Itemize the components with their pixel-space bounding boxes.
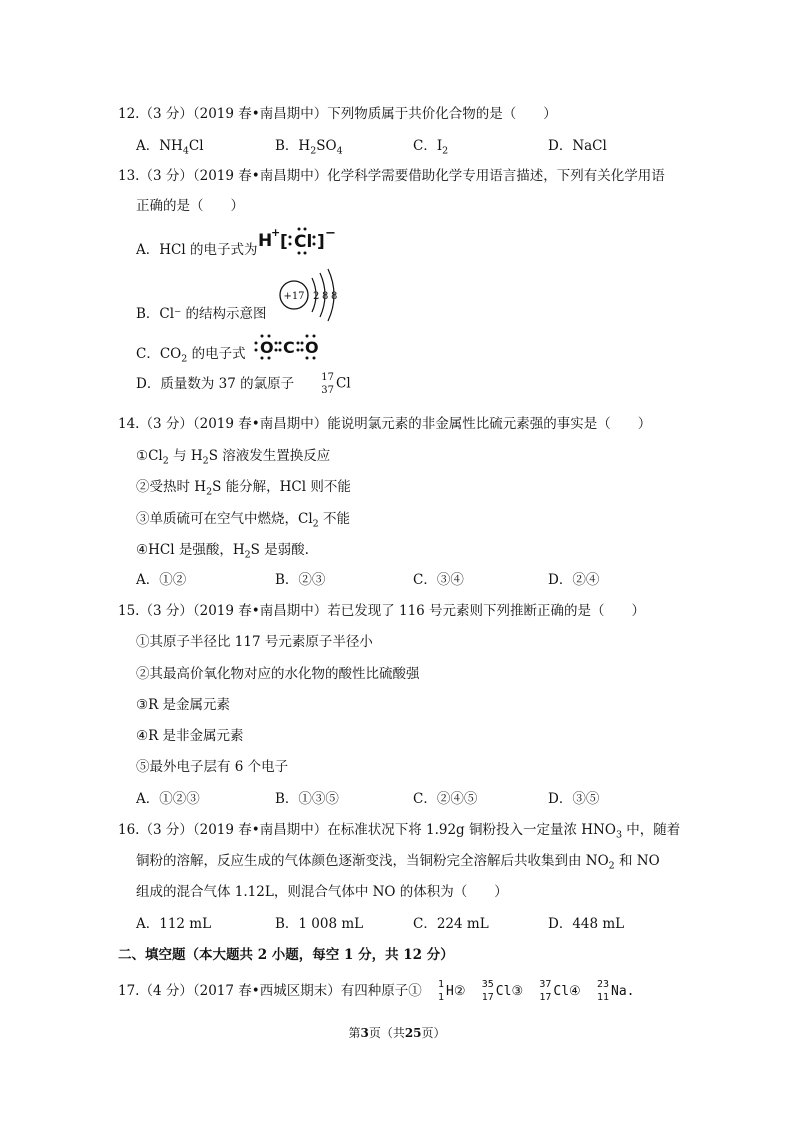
q14-item-3: ③单质硫可在空气中燃烧，$Cl_2$ 不能 [136, 511, 350, 530]
svg-text:+: + [271, 226, 281, 239]
q12-option-b: B．$H_2SO_4$ [275, 138, 343, 157]
q13-option-d-nuclide: 17 37 Cl [318, 372, 351, 396]
svg-text:−: − [325, 226, 336, 241]
hcl-electron-formula [258, 224, 338, 258]
q14-item-2: ②受热时 $H_2S$ 能分解，HCl 则不能 [136, 479, 351, 498]
nuclide-cl37: 37 17 Cl④ [539, 979, 581, 1003]
q14-stem: 14.（3 分）（2019 春•南昌期中）能说明氯元素的非金属性比硫元素强的事实是（ ） [118, 416, 652, 432]
shell-3-count: 8 [331, 291, 338, 302]
q14-option-a: A．①② [136, 572, 187, 588]
svg-text:H: H [258, 231, 273, 251]
q14-option-d: D．②④ [548, 572, 600, 588]
q16-option-d: D．448 mL [548, 916, 625, 932]
svg-text:C: C [283, 338, 295, 357]
nuclide-numbers: 17 37 [321, 372, 334, 396]
shell-2-count: 8 [322, 291, 329, 302]
q16-stem-line3: 组成的混合气体 1.12L，则混合气体中 NO 的体积为（ ） [136, 884, 508, 900]
q13-stem-line2: 正确的是（ ） [136, 198, 244, 214]
svg-text:O: O [260, 338, 274, 357]
q15-option-c: C．②④⑤ [413, 791, 478, 807]
q16-stem-line2: 铜粉的溶解，反应生成的气体颜色逐渐变浅，当铜粉完全溶解后共收集到由 $NO_2$ 和 NO [136, 853, 660, 872]
shell-1-count: 2 [313, 291, 320, 302]
q14-item-4: ④HCl 是强酸，$H_2S$ 是弱酸. [136, 542, 309, 561]
q15-option-b: B．①③⑤ [275, 791, 339, 807]
svg-text:Cl: Cl [294, 232, 313, 252]
q12-option-c: C．$I_2$ [413, 138, 449, 157]
q15-option-a: A．①②③ [136, 791, 200, 807]
q16-option-a: A．112 mL [136, 916, 212, 932]
q17-stem: 17.（4 分）（2017 春•西城区期末）有四种原子① 1 1 H② 35 17 Cl③ 37 17 Cl④ 23 11 Na. [118, 979, 635, 1003]
page-total: 25 [404, 1026, 422, 1040]
cl-ion-structure-diagram [276, 268, 342, 322]
q12-stem: 12.（3 分）（2019 春•南昌期中）下列物质属于共价化合物的是（ ） [118, 106, 557, 122]
q12-option-d: D．NaCl [548, 138, 607, 154]
q16-option-c: C．224 mL [413, 916, 489, 932]
q14-item-1: $①Cl_2$ 与 $H_2S$ 溶液发生置换反应 [136, 448, 331, 467]
section-heading: 二、填空题（本大题共 2 小题，每空 1 分，共 12 分） [118, 947, 454, 963]
q15-item-1: ①其原子半径比 117 号元素原子半径小 [136, 634, 373, 650]
q13-stem-line1: 13.（3 分）（2019 春•南昌期中）化学科学需要借助化学专用语言描述，下列有关化学用语 [118, 168, 665, 184]
q15-stem: 15.（3 分）（2019 春•南昌期中）若已发现了 116 号元素则下列推断正确的是（ ） [118, 603, 646, 619]
q15-option-d: D．③⑤ [548, 791, 600, 807]
q14-option-c: C．③④ [413, 572, 464, 588]
svg-text:O: O [305, 338, 319, 357]
co2-electron-formula [252, 333, 320, 361]
svg-text:[: [ [280, 232, 288, 252]
svg-text:]: ] [317, 232, 325, 252]
page-number: 3 [360, 1026, 369, 1040]
q15-item-4: ④R 是非金属元素 [136, 728, 244, 744]
q16-stem-line1: 16.（3 分）（2019 春•南昌期中）在标准状况下将 1.92g 铜粉投入一定量浓 $HNO_3$ 中，随着 [118, 822, 681, 841]
nuclide-na23: 23 11 Na. [596, 979, 635, 1003]
q13-option-a-text: A．HCl 的电子式为 [136, 242, 258, 258]
q14-option-b: B．②③ [275, 572, 326, 588]
q15-item-5: ⑤最外电子层有 6 个电子 [136, 759, 289, 775]
nuclide-cl35: 35 17 Cl③ [481, 979, 524, 1003]
nucleus-charge: +17 [283, 291, 305, 302]
q16-option-b: B．1 008 mL [275, 916, 364, 932]
q13-option-d-text: D．质量数为 37 的氯原子 [136, 376, 295, 392]
q15-item-2: ②其最高价氧化物对应的水化物的酸性比硫酸强 [136, 666, 420, 682]
q12-option-a: A．$NH_4Cl$ [136, 138, 204, 157]
q13-option-c-text: C．$CO_2$ 的电子式 [136, 346, 246, 365]
nuclide-h1: 1 1 H② [437, 979, 466, 1003]
q13-option-b-text: B．Cl⁻ 的结构示意图 [136, 306, 267, 322]
q15-item-3: ③R 是金属元素 [136, 697, 231, 713]
page-footer: 第3页（共25页） [348, 1026, 446, 1040]
